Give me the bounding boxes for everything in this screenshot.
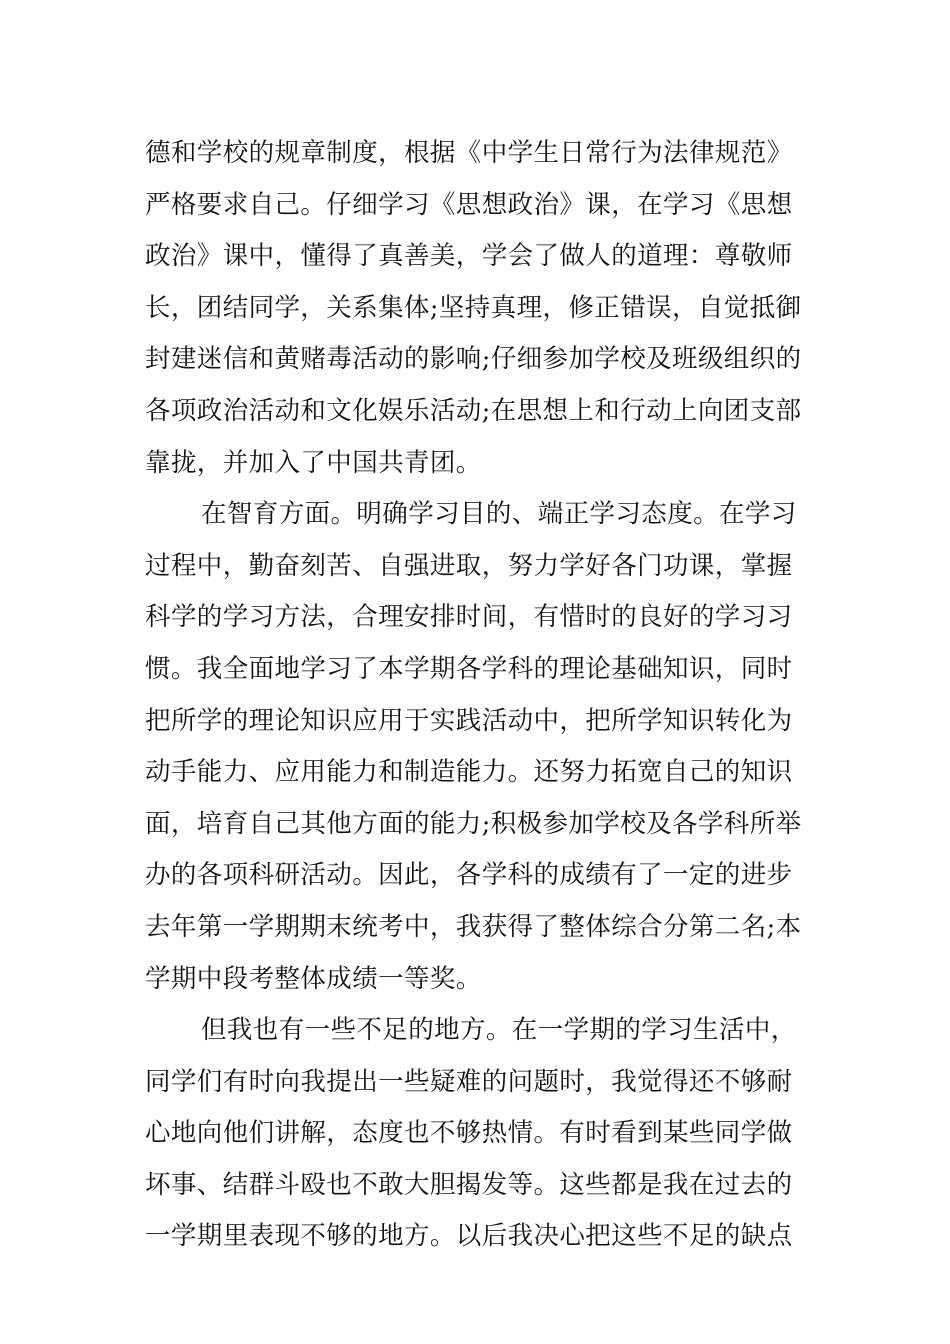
text-line: 封建迷信和黄赌毒活动的影响;仔细参加学校及班级组织的 [145, 344, 802, 375]
body-text [145, 128, 810, 1263]
paragraph-first-line: 但我也有一些不足的地方。在一学期的学习生活中， [201, 1015, 797, 1046]
text-line: 一学期里表现不够的地方。以后我决心把这些不足的缺点 [145, 1221, 793, 1252]
text-line: 德和学校的规章制度，根据《中学生日常行为法律规范》 [145, 138, 793, 168]
text-line: 科学的学习方法，合理安排时间，有惜时的良好的学习习 [145, 602, 793, 633]
text-line: 学期中段考整体成绩一等奖。 [145, 963, 482, 994]
text-line: 同学们有时向我提出一些疑难的问题时，我觉得还不够耐 [145, 1066, 793, 1097]
text-line: 心地向他们讲解，态度也不够热情。有时看到某些同学做 [145, 1118, 793, 1149]
text-line: 去年第一学期期末统考中，我获得了整体综合分第二名;本 [145, 911, 802, 942]
text-line: 办的各项科研活动。因此，各学科的成绩有了一定的进步 [145, 860, 793, 891]
text-line: 过程中，勤奋刻苦、自强进取，努力学好各门功课，掌握 [145, 550, 793, 581]
text-line: 靠拢，并加入了中国共青团。 [145, 447, 482, 478]
text-line: 面，培育自己其他方面的能力;积极参加学校及各学科所举 [145, 808, 802, 839]
text-line: 坏事、结群斗殴也不敢大胆揭发等。这些都是我在过去的 [145, 1169, 793, 1200]
text-line: 政治》课中，懂得了真善美，学会了做人的道理：尊敬师 [145, 241, 793, 272]
text-line: 动手能力、应用能力和制造能力。还努力拓宽自己的知识 [145, 757, 793, 788]
paragraph-first-line: 在智育方面。明确学习目的、端正学习态度。在学习 [201, 499, 797, 530]
text-line: 把所学的理论知识应用于实践活动中，把所学知识转化为 [145, 705, 793, 736]
text-line: 惯。我全面地学习了本学期各学科的理论基础知识，同时 [145, 653, 793, 684]
text-line: 各项政治活动和文化娱乐活动;在思想上和行动上向团支部 [145, 395, 802, 426]
text-line: 严格要求自己。仔细学习《思想政治》课，在学习《思想 [145, 189, 793, 220]
text-line: 长，团结同学，关系集体;坚持真理，修正错误，自觉抵御 [145, 292, 802, 323]
